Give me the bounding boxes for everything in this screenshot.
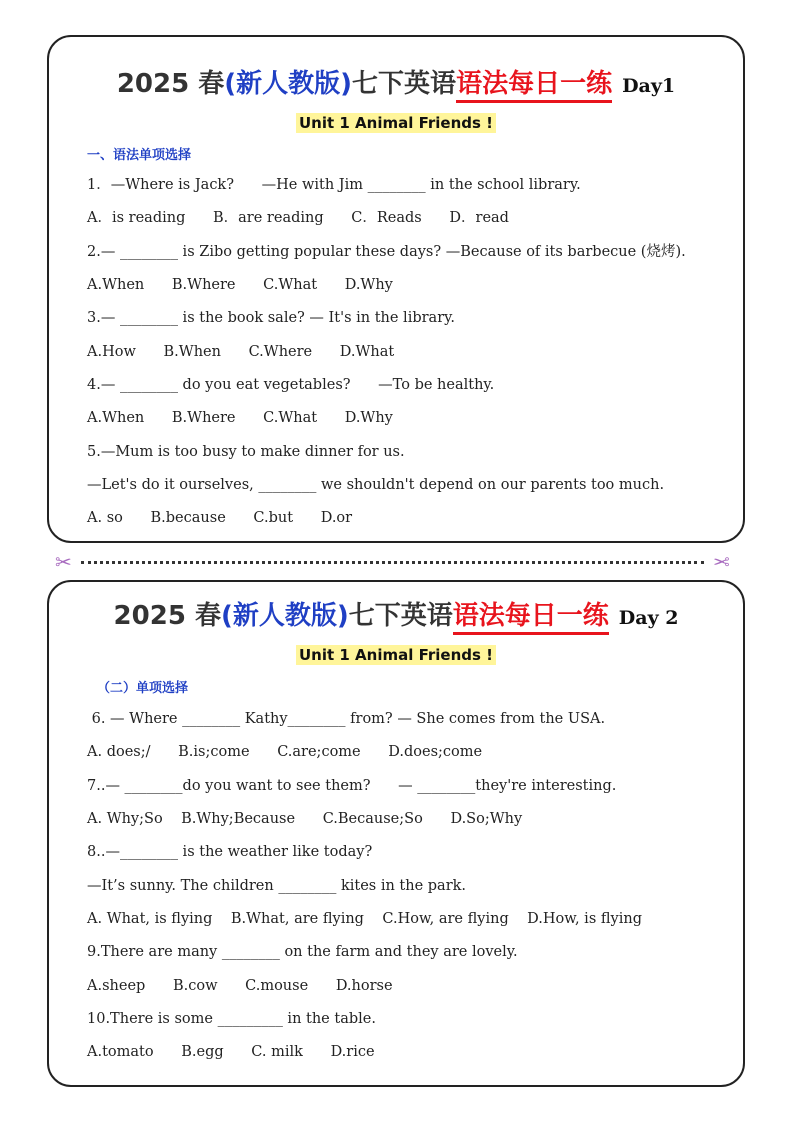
question-line: 6. — Where ________ Kathy________ from? — She comes from the USA. — [87, 711, 606, 727]
question-line: 1．—Where is Jack? —He with Jim ________ in the school library. — [87, 177, 581, 193]
day2-card — [47, 580, 745, 1087]
option-line: A.When B.Where C.What D.Why — [87, 277, 393, 293]
section-heading: （二）单项选择 — [97, 681, 189, 696]
unit-label: Unit 1 Animal Friends ! — [296, 645, 496, 665]
option-line: A. does;/ B.is;come C.are;come D.does;come — [87, 744, 483, 760]
unit-heading — [49, 646, 743, 664]
section-heading: 一、语法单项选择 — [87, 148, 192, 163]
scissors-icon: ✂ — [713, 550, 730, 574]
day1-card — [47, 35, 745, 543]
question-line: 2.— ________ is Zibo getting popular these days? —Because of its barbecue (烧烤). — [87, 244, 686, 260]
question-line: 7..— ________do you want to see them? — ________they're interesting. — [87, 778, 617, 794]
question-line: 9.There are many ________ on the farm and they are lovely. — [87, 944, 518, 960]
option-line: A．is reading B．are reading C．Reads D．read — [87, 210, 509, 226]
option-line: A.How B.When C.Where D.What — [87, 344, 395, 360]
title-edition: (新人教版) — [220, 601, 349, 631]
title-subject: 七下英语 — [348, 601, 453, 631]
question-line: 10.There is some _________ in the table. — [87, 1011, 376, 1027]
title-year: 2025 春 — [113, 601, 221, 631]
title-edition: (新人教版) — [224, 69, 353, 99]
question-line: 3.— ________ is the book sale? — It's in the library. — [87, 310, 456, 326]
title-day: Day 2 — [618, 607, 679, 629]
unit-heading — [49, 114, 743, 132]
title-day: Day1 — [622, 75, 676, 97]
question-line: —Let's do it ourselves, ________ we shouldn't depend on our parents too much. — [87, 477, 665, 493]
unit-label: Unit 1 Animal Friends ! — [296, 113, 496, 133]
option-line: A.tomato B.egg C. milk D.rice — [87, 1044, 375, 1060]
question-line: 4.— ________ do you eat vegetables? —To be healthy. — [87, 377, 495, 393]
scissors-icon: ✂ — [55, 550, 72, 574]
option-line: A. Why;So B.Why;Because C.Because;So D.So;Why — [87, 811, 523, 827]
card-title — [49, 63, 743, 100]
title-subject: 七下英语 — [352, 69, 457, 99]
dotted-cut-line — [81, 561, 704, 564]
option-line: A.sheep B.cow C.mouse D.horse — [87, 978, 393, 994]
question-line: —It’s sunny. The children ________ kites in the park. — [87, 878, 467, 894]
option-line: A.When B.Where C.What D.Why — [87, 410, 393, 426]
title-year: 2025 春 — [116, 69, 225, 99]
title-highlight: 语法每日一练 — [453, 601, 609, 635]
question-line: 5.—Mum is too busy to make dinner for us. — [87, 444, 405, 460]
card-title — [49, 595, 743, 632]
title-highlight: 语法每日一练 — [456, 69, 612, 103]
question-line: 8..—________ is the weather like today? — [87, 844, 373, 860]
cut-divider — [55, 552, 730, 572]
option-line: A. so B.because C.but D.or — [87, 510, 353, 526]
option-line: A. What, is flying B.What, are flying C.How, are flying D.How, is flying — [87, 911, 642, 927]
